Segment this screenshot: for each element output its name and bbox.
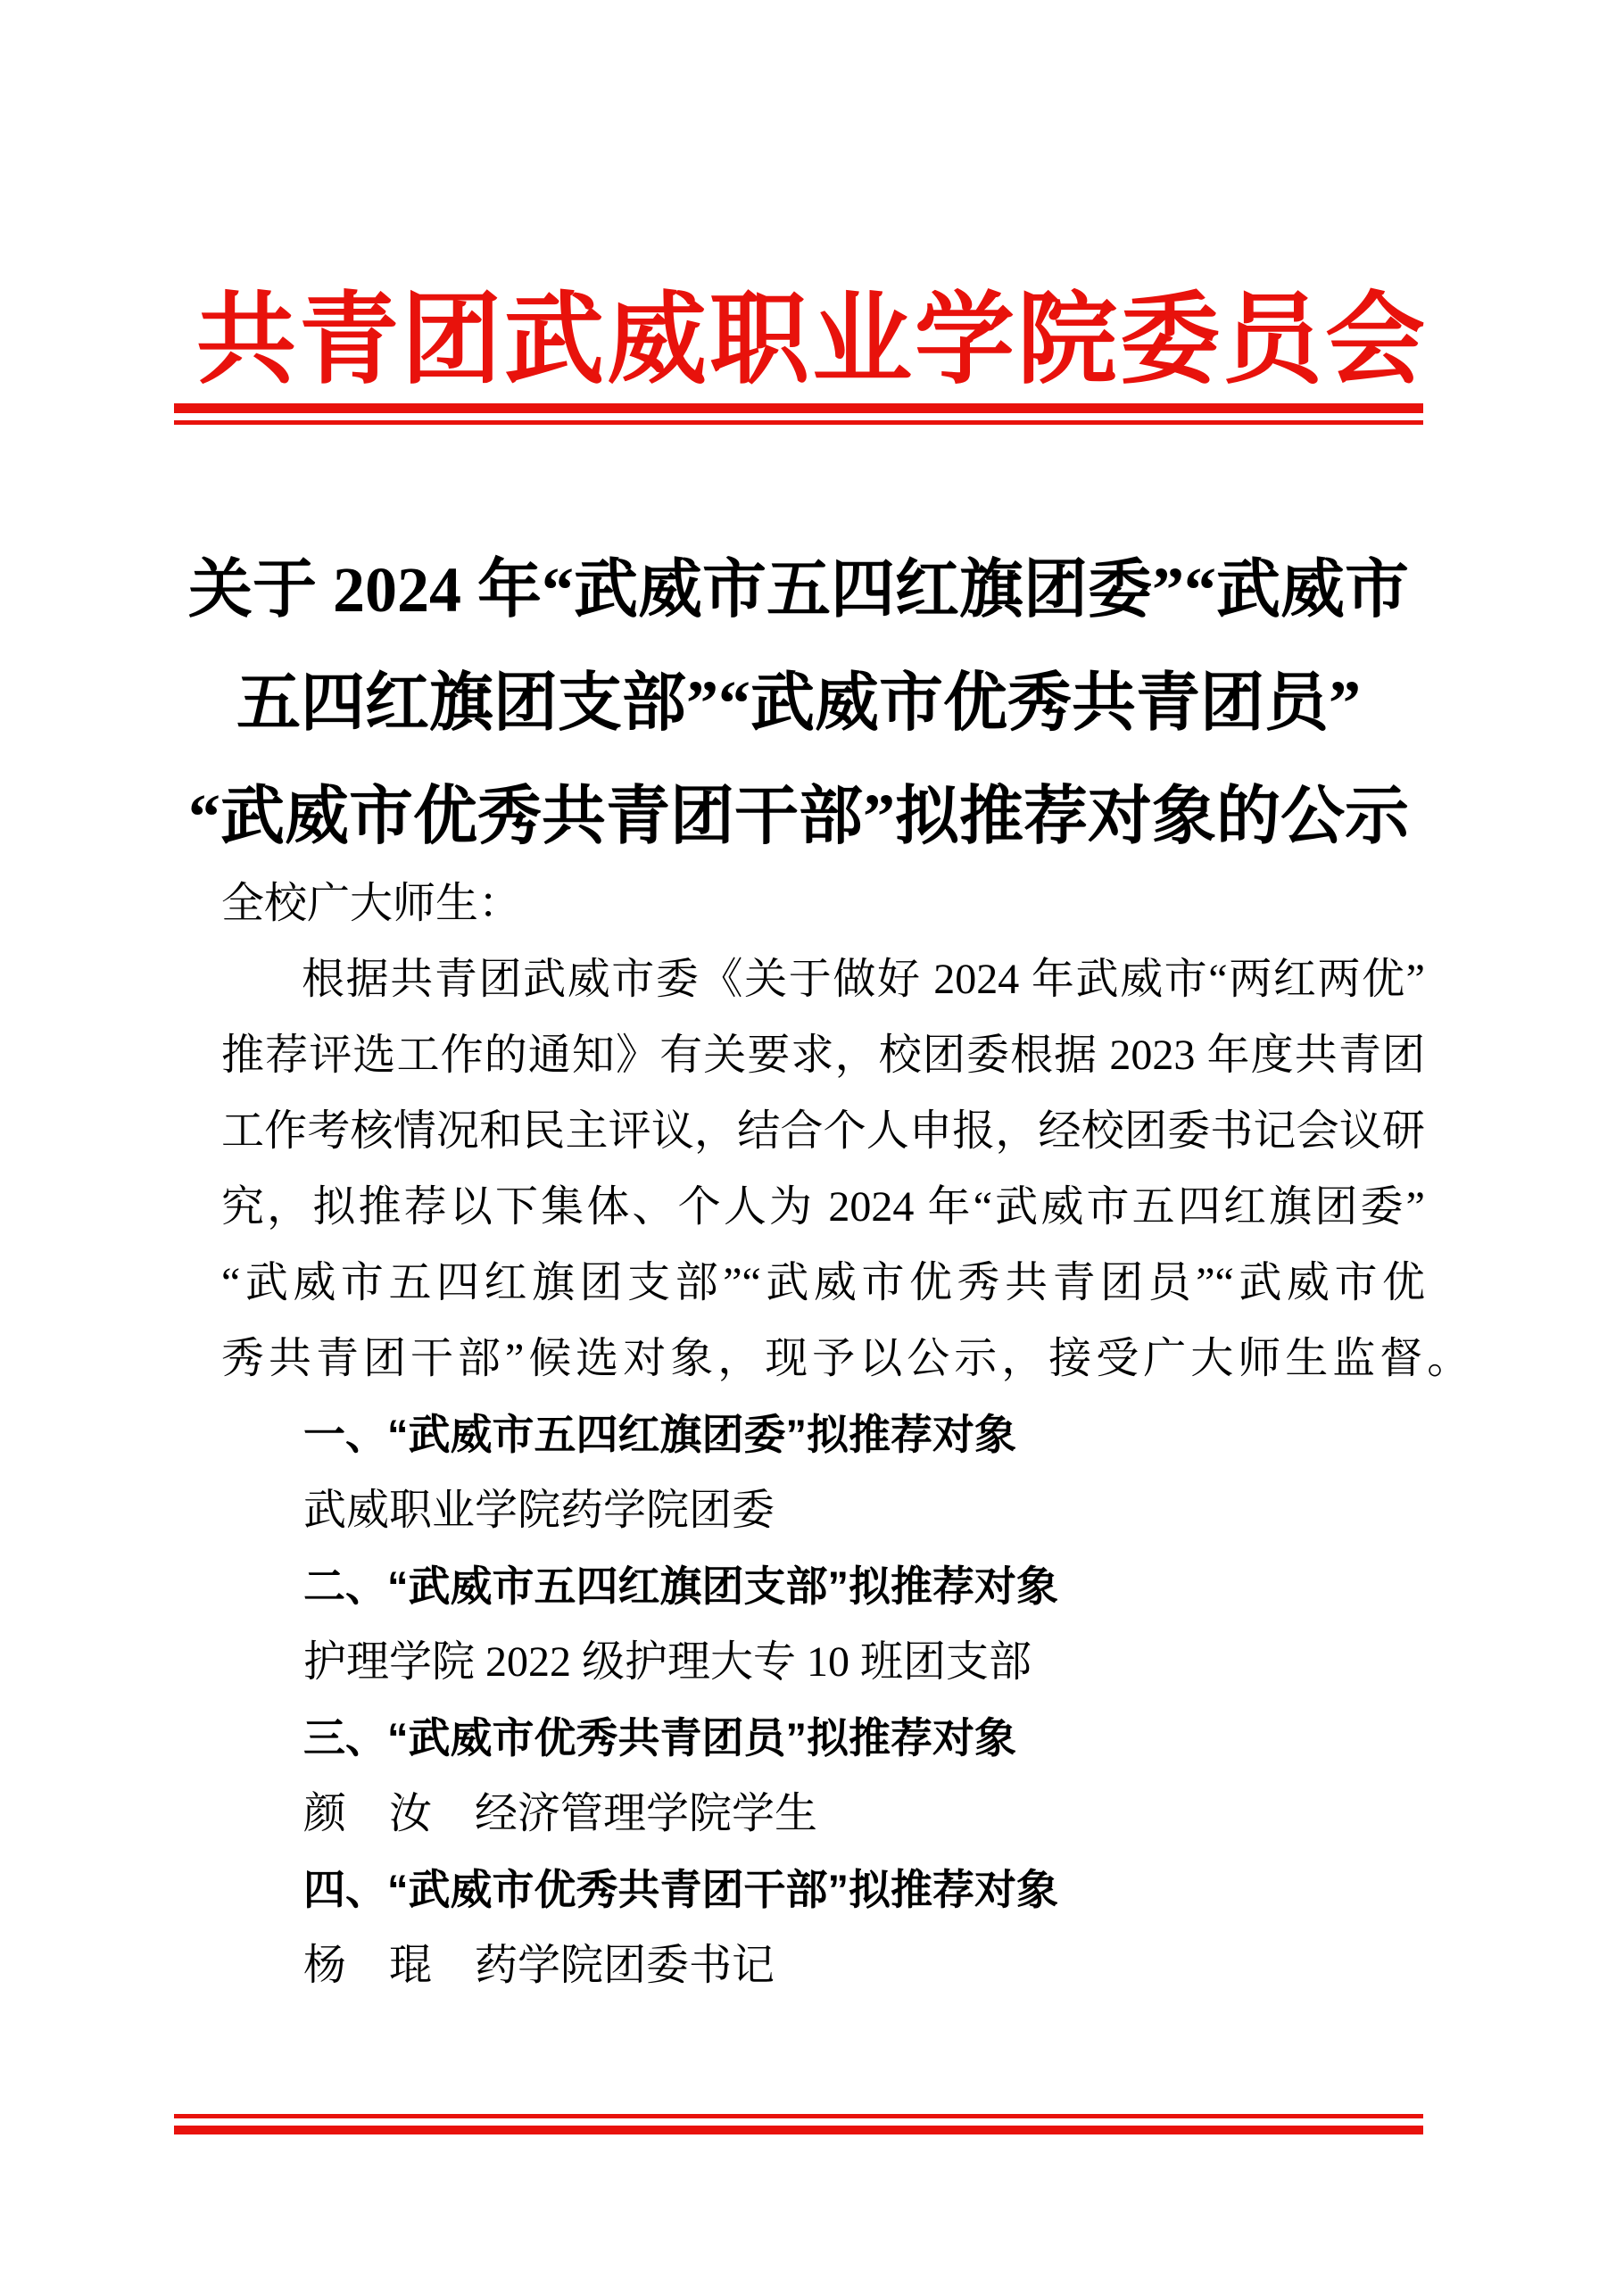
paragraph-line: “武威市五四红旗团支部”“武威市优秀共青团员”“武威市优	[221, 1259, 1425, 1306]
footer-rule-thick	[174, 2126, 1423, 2134]
section-3-heading: 三、“武威市优秀共青团员”拟推荐对象	[303, 1714, 1016, 1761]
section-1-entry: 武威职业学院药学院团委	[303, 1487, 775, 1534]
paragraph-line: 工作考核情况和民主评议，结合个人申报，经校团委书记会议研	[221, 1107, 1425, 1155]
document-title-line-1: 关于 2024 年“武威市五四红旗团委”“武威市	[187, 554, 1409, 626]
footer-rule-thin	[174, 2114, 1423, 2118]
section-2-entry: 护理学院 2022 级护理大专 10 班团支部	[303, 1638, 1032, 1686]
document-title-line-2: 五四红旗团支部”“武威市优秀共青团员”	[236, 667, 1361, 739]
paragraph-line: 究，拟推荐以下集体、个人为 2024 年“武威市五四红旗团委”	[221, 1183, 1425, 1231]
letterhead-title: 共青团武威职业学院委员会	[196, 286, 1428, 396]
section-1-heading: 一、“武威市五四红旗团委”拟推荐对象	[303, 1411, 1016, 1458]
paragraph-line: 推荐评选工作的通知》有关要求，校团委根据 2023 年度共青团	[221, 1032, 1425, 1079]
section-4-heading: 四、“武威市优秀共青团干部”拟推荐对象	[303, 1866, 1058, 1913]
paragraph-line: 秀共青团干部”候选对象，现予以公示，接受广大师生监督。	[221, 1335, 1475, 1382]
section-3-entry: 颜 汝 经济管理学院学生	[303, 1790, 818, 1837]
letterhead-rule-thin	[174, 420, 1423, 425]
section-4-entry: 杨 琨 药学院团委书记	[303, 1942, 775, 1989]
paragraph-line: 根据共青团武威市委《关于做好 2024 年武威市“两红两优”	[302, 956, 1425, 1003]
document-title-line-3: “武威市优秀共青团干部”拟推荐对象的公示	[187, 781, 1409, 852]
document-title	[174, 534, 1423, 874]
section-2-heading: 二、“武威市五四红旗团支部”拟推荐对象	[303, 1562, 1058, 1610]
salutation: 全校广大师生：	[221, 880, 522, 927]
letterhead-rule-thick	[174, 403, 1423, 413]
document-body	[221, 866, 1475, 2003]
